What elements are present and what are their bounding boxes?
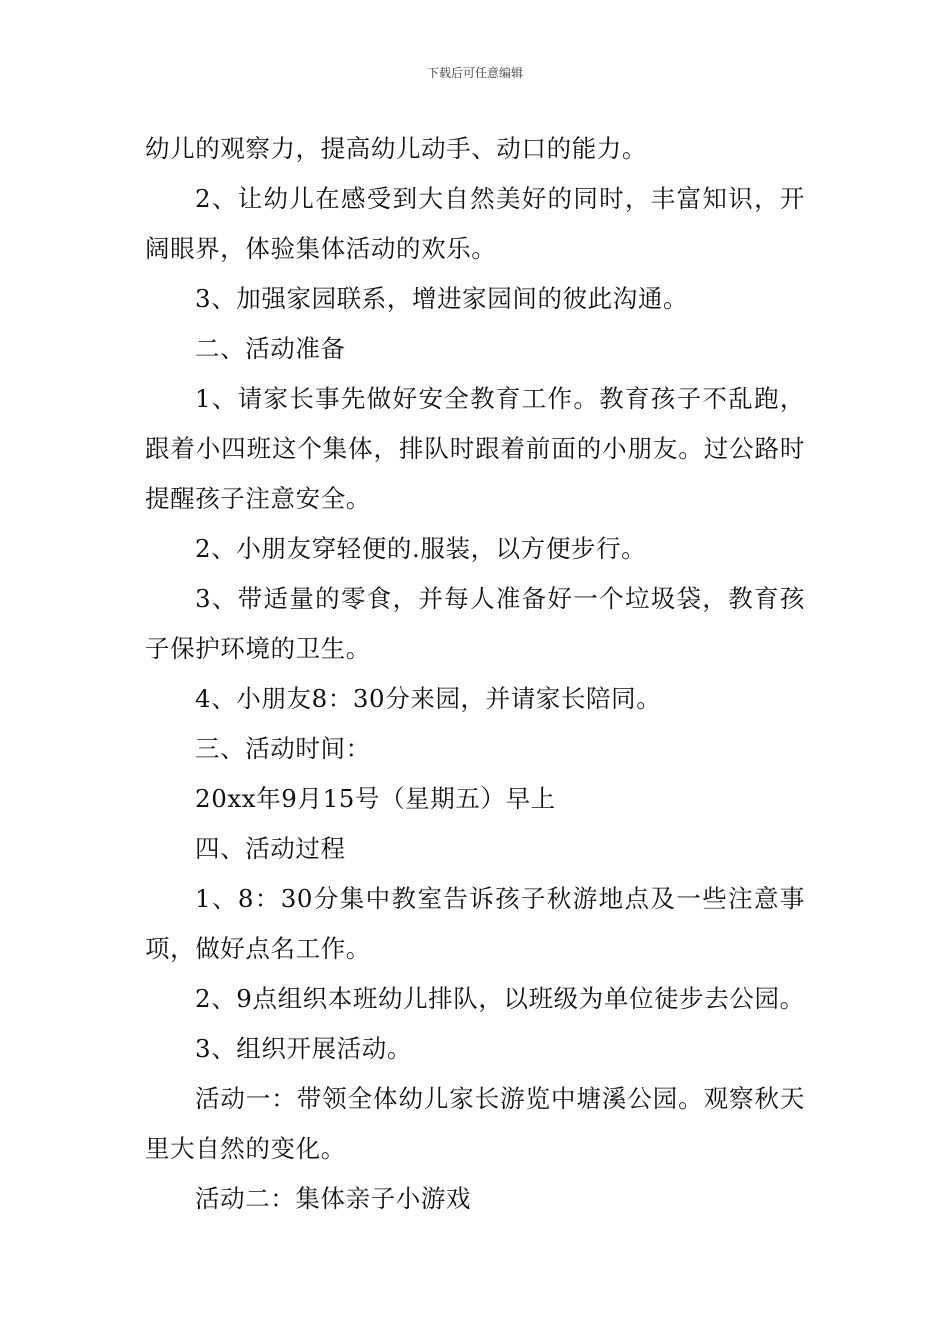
section-heading-time: 三、活动时间： [195, 734, 371, 763]
paragraph-0: 幼儿的观察力，提高幼儿动手、动口的能力。 [145, 134, 647, 163]
paragraph-11: 1、8：30分集中教室告诉孩子秋游地点及一些注意事项，做好点名工作。 [145, 884, 805, 963]
paragraph-13: 3、组织开展活动。 [195, 1034, 412, 1063]
paragraph-2: 3、加强家园联系，增进家园间的彼此沟通。 [195, 284, 689, 313]
paragraph-6: 3、带适量的零食，并每人准备好一个垃圾袋，教育孩子保护环境的卫生。 [145, 584, 805, 663]
section-heading-preparation: 二、活动准备 [195, 334, 346, 363]
page-header-note: 下载后可任意编辑 [426, 66, 523, 80]
paragraph-15: 活动二：集体亲子小游戏 [195, 1184, 472, 1213]
paragraph-7: 4、小朋友8：30分来园，并请家长陪同。 [195, 684, 662, 713]
section-heading-process: 四、活动过程 [195, 834, 346, 863]
paragraph-1: 2、让幼儿在感受到大自然美好的同时，丰富知识，开阔眼界，体验集体活动的欢乐。 [145, 184, 805, 263]
paragraph-4: 1、请家长事先做好安全教育工作。教育孩子不乱跑，跟着小四班这个集体，排队时跟着前面的小朋友。过公路时提醒孩子注意安全。 [145, 384, 805, 513]
paragraph-9: 20xx年9月15号（星期五）早上 [195, 784, 556, 813]
paragraph-14: 活动一：带领全体幼儿家长游览中塘溪公园。观察秋天里大自然的变化。 [145, 1084, 805, 1163]
paragraph-5: 2、小朋友穿轻便的.服装，以方便步行。 [195, 534, 647, 563]
document-body [145, 124, 805, 1224]
paragraph-12: 2、9点组织本班幼儿排队，以班级为单位徒步去公园。 [195, 984, 805, 1013]
